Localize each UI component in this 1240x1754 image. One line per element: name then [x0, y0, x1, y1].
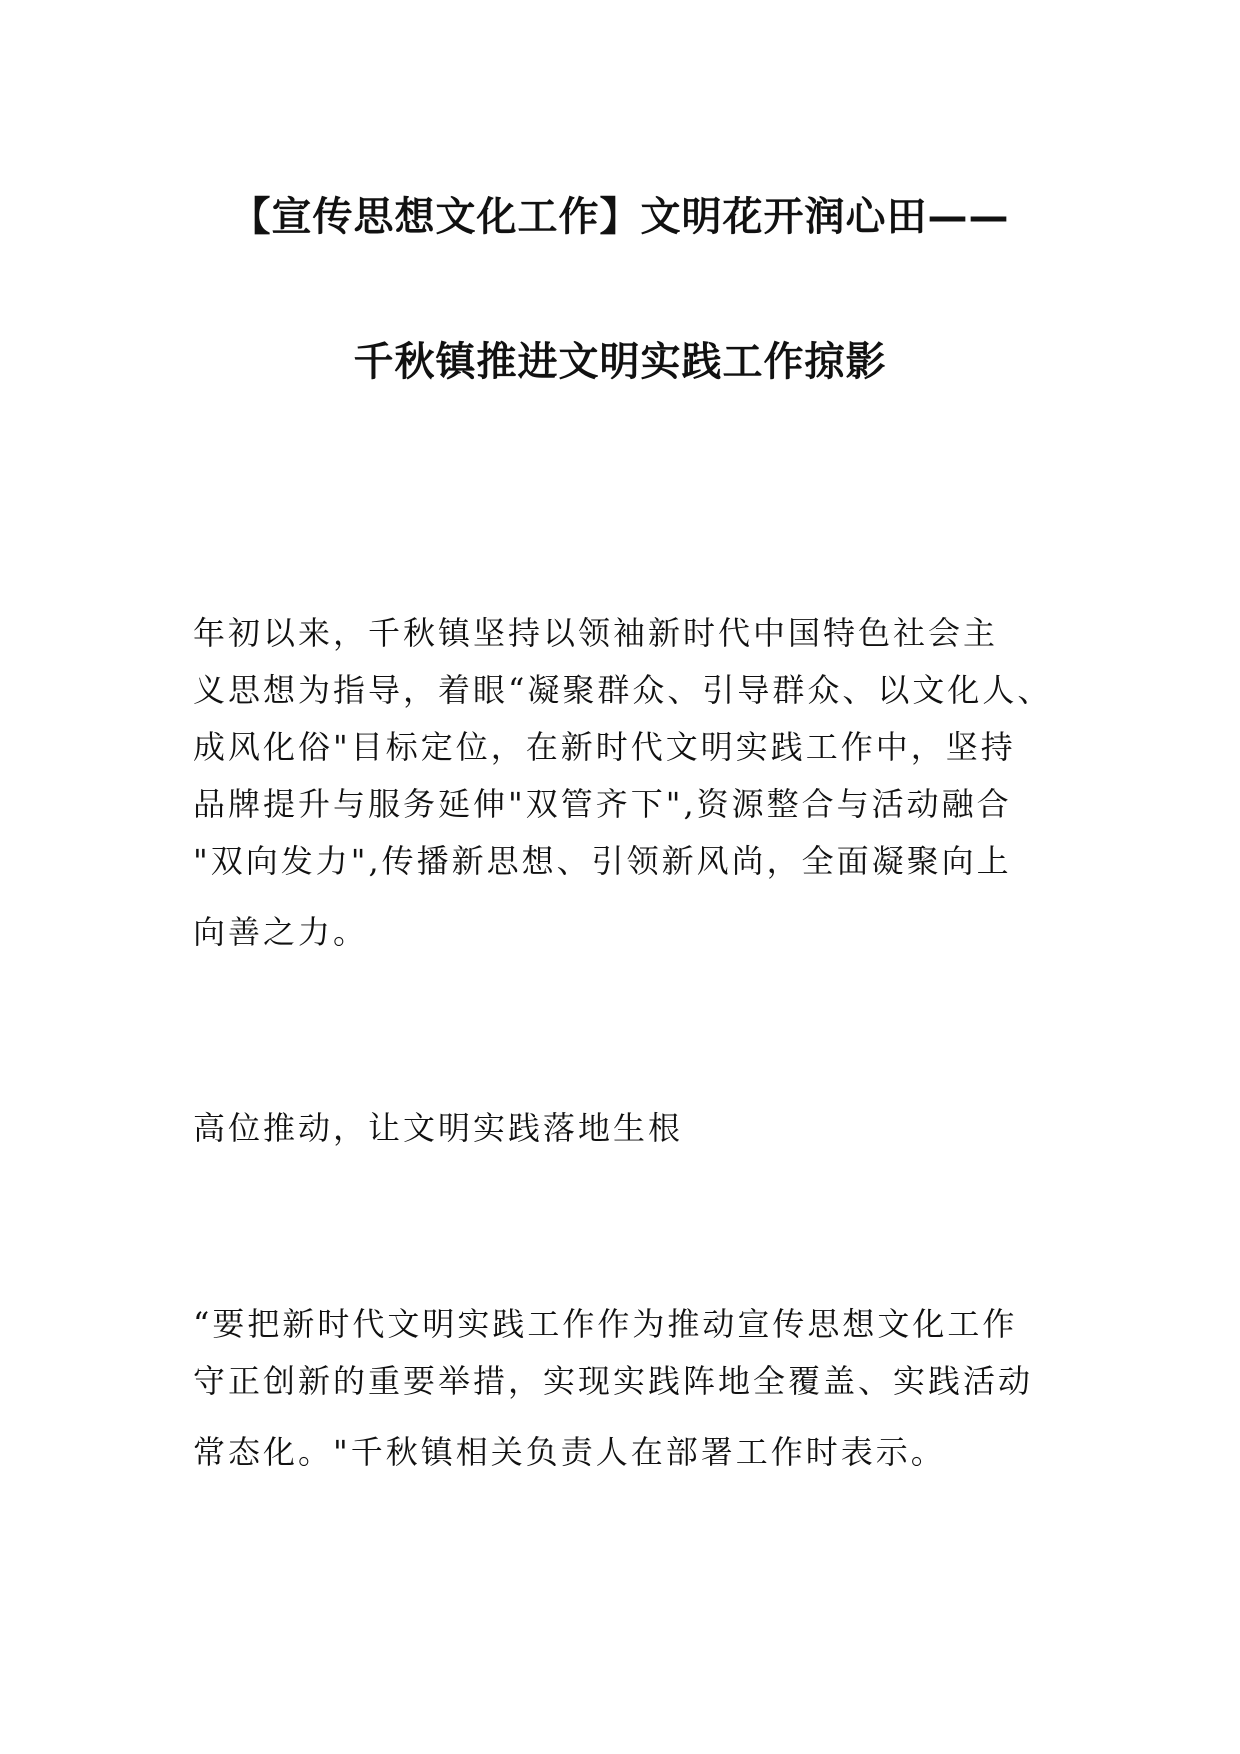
paragraph-line: 向善之力。 [193, 913, 369, 951]
paragraph-line: 义思想为指导，着眼“凝聚群众、引导群众、以文化人、 [193, 671, 1053, 709]
paragraph-line: "双向发力",传播新思想、引领新风尚，全面凝聚向上 [193, 842, 1012, 880]
paragraph-line: 品牌提升与服务延伸"双管齐下",资源整合与活动融合 [193, 785, 1012, 823]
section-heading: 高位推动，让文明实践落地生根 [193, 1109, 684, 1147]
paragraph-intro [193, 605, 1053, 961]
paragraph-line: 守正创新的重要举措，实现实践阵地全覆盖、实践活动 [193, 1362, 1034, 1400]
paragraph-line: 常态化。"千秋镇相关负责人在部署工作时表示。 [193, 1433, 946, 1471]
paragraph-line: 年初以来，千秋镇坚持以领袖新时代中国特色社会主 [193, 614, 999, 652]
paragraph-quote [193, 1296, 1053, 1481]
document-title-line-2: 千秋镇推进文明实践工作掠影 [353, 339, 887, 385]
paragraph-line: 成风化俗"目标定位，在新时代文明实践工作中，坚持 [193, 728, 1016, 766]
paragraph-line: “要把新时代文明实践工作作为推动宣传思想文化工作 [193, 1305, 1018, 1343]
document-title-line-1: 【宣传思想文化工作】文明花开润心田—— [230, 194, 1010, 240]
